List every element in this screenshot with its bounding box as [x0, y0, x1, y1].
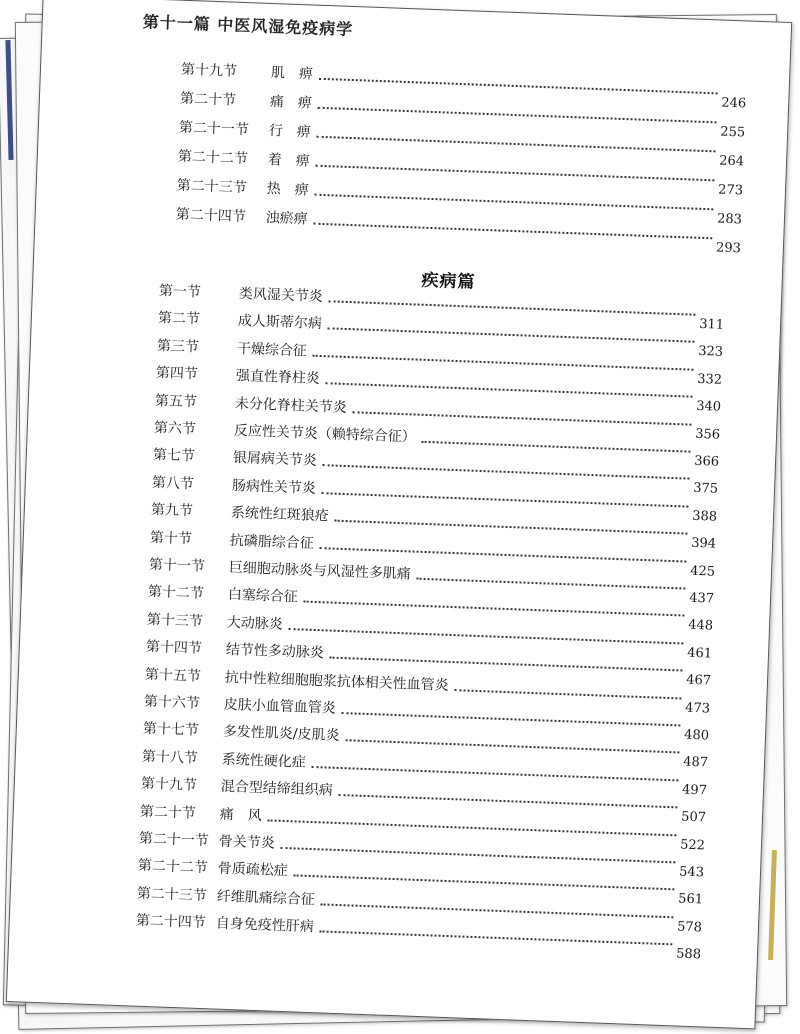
toc-section-number: 第八节: [151, 474, 195, 493]
toc-section-number: 第七节: [152, 447, 196, 465]
toc-page-number: 375: [692, 481, 719, 498]
toc-page-number: 448: [687, 618, 714, 634]
toc-section-number: 第二十一节: [178, 119, 250, 139]
toc-title: 系统性硬化症: [221, 751, 307, 771]
toc-title: 抗中性粒细胞胞浆抗体相关性血管炎: [224, 669, 449, 694]
toc-leader-dots: [339, 794, 678, 808]
toc-section-number: 第四节: [155, 365, 199, 383]
toc-title: 骨关节炎: [218, 833, 276, 852]
toc-leader-dots: [294, 875, 675, 891]
toc-title: 强直性脊柱炎: [235, 368, 321, 388]
toc-leader-dots: [328, 328, 695, 343]
toc-page-number: 561: [677, 891, 704, 908]
toc-page-number: 283: [716, 211, 743, 228]
toc-page-number: 332: [696, 371, 723, 388]
toc-leader-dots: [330, 657, 683, 672]
toc-section-number: 第一节: [158, 283, 202, 301]
toc-section-number: 第六节: [153, 419, 197, 438]
toc-leader-dots: [319, 78, 718, 95]
toc-leader-dots: [313, 355, 694, 371]
toc-title: 多发性肌炎/皮肌炎: [222, 724, 340, 745]
toc-section-number: 第十七节: [142, 721, 200, 740]
toc-title: 结节性多动脉炎: [225, 641, 325, 662]
toc-title: 抗磷脂综合征: [229, 532, 315, 552]
toc-title: 肠病性关节炎: [231, 477, 317, 497]
toc-leader-dots: [281, 847, 676, 863]
toc-page-number: 311: [698, 316, 725, 333]
toc-title: 骨质疏松症: [217, 860, 289, 880]
toc-section-number: 第二十四节: [135, 912, 207, 932]
toc-title: 热 痹: [266, 180, 310, 199]
toc-page-number: 356: [694, 426, 721, 443]
toc-page-number: 273: [717, 182, 744, 199]
toc-section-number: 第十八节: [141, 748, 199, 767]
part-title: 疾病篇: [421, 270, 476, 293]
toc-title: 巨细胞动脉炎与风湿性多肌痛: [228, 559, 412, 583]
toc-section-number: 第二节: [157, 310, 201, 328]
toc-section-number: 第十节: [149, 529, 193, 548]
toc-leader-dots: [304, 601, 685, 617]
toc-section-number: 第十二节: [147, 584, 205, 603]
toc-title: 纤维肌痛综合征: [216, 888, 316, 908]
toc-title: 反应性关节炎（赖特综合征）: [233, 422, 417, 446]
toc-section-number: 第五节: [154, 392, 198, 411]
toc-page-number: 264: [718, 153, 745, 170]
toc-leader-dots: [318, 107, 717, 124]
toc-section-number: 第十四节: [145, 639, 203, 658]
toc-section-number: 第十九节: [180, 61, 238, 80]
toc-leader-dots: [353, 411, 692, 425]
toc-page-number: 323: [697, 344, 724, 361]
toc-leader-dots: [313, 223, 712, 240]
toc-title: 未分化脊柱关节炎: [234, 395, 348, 416]
toc-title: 痛 痹: [269, 94, 313, 112]
toc-page-number: 437: [688, 590, 715, 607]
toc-leader-dots: [321, 903, 674, 918]
toc-section-number: 第十六节: [143, 693, 201, 712]
running-header: 第十一篇 中医风湿免疫病学: [142, 12, 354, 39]
toc-leader-dots: [268, 819, 677, 836]
toc-page-number: 425: [689, 563, 716, 580]
toc-page: [6, 0, 792, 1029]
toc-section-number: 第九节: [150, 502, 194, 520]
toc-section-number: 第十三节: [146, 611, 204, 630]
toc-title: 行 痹: [268, 122, 312, 141]
toc-leader-dots: [323, 465, 690, 480]
toc-title: 系统性红斑狼疮: [230, 505, 330, 525]
toc-title: 浊瘀痹: [265, 209, 308, 228]
toc-title: 皮肤小血管血管炎: [223, 696, 337, 717]
toc-title: 肌 痹: [270, 65, 314, 83]
toc-title: 干燥综合征: [236, 340, 308, 360]
toc-page-number: 497: [681, 782, 708, 799]
toc-section-number: 第二十三节: [136, 885, 208, 905]
toc-title: 类风湿关节炎: [238, 285, 324, 306]
toc-section-number: 第二十二节: [177, 148, 249, 168]
toc-title: 白塞综合征: [227, 587, 299, 606]
toc-section-number: 第二十三节: [176, 177, 248, 197]
toc-leader-dots: [345, 740, 679, 754]
toc-leader-dots: [329, 300, 696, 315]
toc-title: 痛 风: [219, 806, 263, 824]
toc-title: 着 痹: [267, 151, 311, 170]
toc-leader-dots: [317, 136, 716, 153]
toc-page-number: 473: [684, 700, 711, 717]
toc-page-number: 578: [676, 919, 703, 936]
toc-title: 成人斯蒂尔病: [237, 313, 323, 333]
toc-page-number: 467: [685, 672, 712, 689]
toc-section-number: 第三节: [156, 337, 200, 356]
toc-page-number: 255: [720, 124, 746, 141]
toc-page-number: 246: [721, 95, 747, 112]
toc-section-number: 第二十四节: [175, 206, 246, 226]
toc-leader-dots: [417, 578, 686, 590]
toc-title: 自身免疫性肝病: [215, 915, 315, 936]
toc-leader-dots: [422, 441, 691, 453]
toc-section-number: 第二十节: [179, 90, 237, 109]
toc-page-number: 522: [679, 837, 706, 854]
toc-page-number: 507: [680, 809, 707, 826]
toc-page-number: 461: [686, 645, 713, 662]
toc-leader-dots: [320, 547, 687, 562]
toc-section-number: 第二十一节: [138, 830, 210, 850]
toc-section-number: 第十一节: [148, 556, 206, 575]
toc-page-number: 487: [682, 754, 709, 771]
toc-leader-dots: [320, 931, 673, 946]
toc-page-number: 340: [695, 399, 722, 415]
toc-page-number: 366: [693, 453, 720, 470]
toc-title: 混合型结缔组织病: [220, 778, 334, 799]
toc-page-number: 293: [715, 240, 742, 257]
toc-page-number: 480: [683, 727, 710, 744]
toc-leader-dots: [315, 194, 714, 211]
toc-leader-dots: [454, 689, 681, 699]
toc-leader-dots: [289, 628, 684, 644]
toc-section-number: 第二十节: [139, 803, 197, 822]
toc-leader-dots: [326, 382, 693, 397]
toc-page-number: 543: [678, 864, 705, 881]
toc-page-number: 388: [691, 508, 718, 525]
toc-page-number: 394: [690, 535, 717, 552]
toc-page-number: 588: [675, 946, 702, 963]
toc-section-number: 第二十二节: [137, 858, 209, 877]
toc-title: 大动脉炎: [226, 614, 284, 633]
toc-title: 银屑病关节炎: [232, 450, 318, 470]
toc-leader-dots: [342, 712, 681, 726]
toc-section-number: 第十九节: [140, 775, 198, 794]
toc-leader-dots: [335, 520, 688, 535]
toc-leader-dots: [316, 165, 715, 182]
toc-leader-dots: [312, 766, 679, 781]
toc-leader-dots: [322, 492, 689, 507]
toc-section-number: 第十五节: [144, 666, 202, 685]
